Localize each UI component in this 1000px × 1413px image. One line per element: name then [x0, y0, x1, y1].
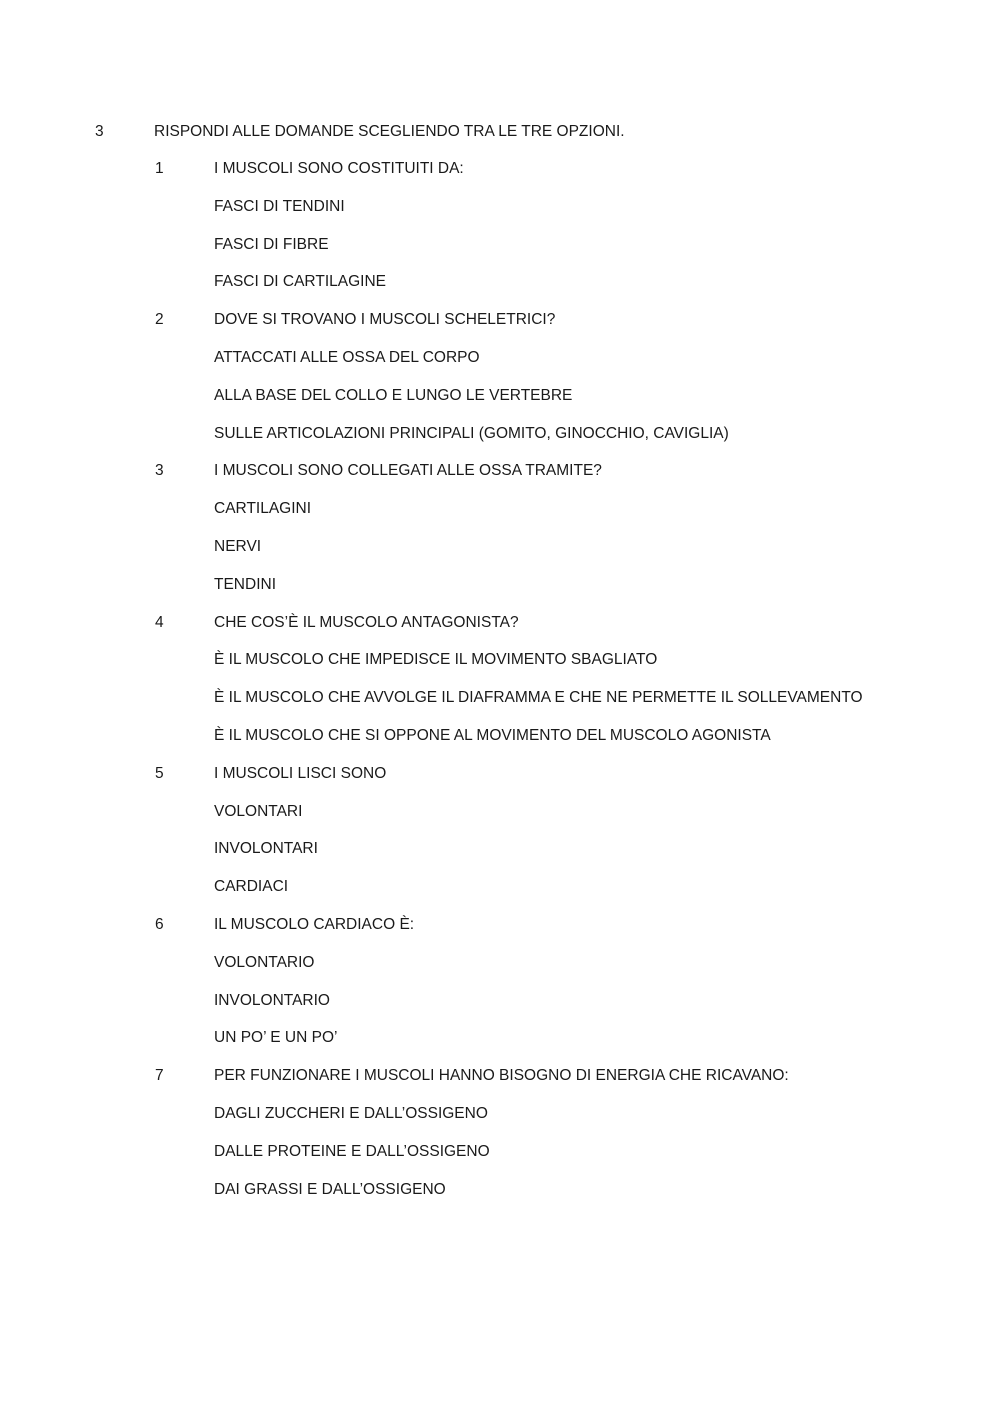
- answer-option[interactable]: [155, 649, 955, 687]
- question-7: [155, 1065, 955, 1216]
- answer-option[interactable]: [155, 385, 955, 423]
- question-number: 1: [155, 160, 164, 177]
- answer-option-text: ALLA BASE DEL COLLO E LUNGO LE VERTEBRE: [214, 386, 573, 404]
- question-text: IL MUSCOLO CARDIACO È:: [214, 915, 415, 933]
- question-line: [155, 158, 955, 196]
- answer-option-text: VOLONTARIO: [214, 953, 315, 971]
- answer-option-text: INVOLONTARI: [214, 840, 318, 858]
- question-line: [155, 914, 955, 952]
- exercise-header: [95, 121, 955, 143]
- question-6: [155, 914, 955, 1065]
- answer-option[interactable]: [155, 498, 955, 536]
- exercise-instruction: RISPONDI ALLE DOMANDE SCEGLIENDO TRA LE TRE OPZIONI.: [154, 123, 625, 140]
- answer-option-text: DALLE PROTEINE E DALL’OSSIGENO: [214, 1142, 490, 1160]
- question-number: 4: [155, 613, 164, 631]
- answer-option[interactable]: [155, 271, 955, 309]
- answer-option-text: È IL MUSCOLO CHE SI OPPONE AL MOVIMENTO DEL MUSCOLO AGONISTA: [214, 726, 771, 744]
- answer-option-text: ATTACCATI ALLE OSSA DEL CORPO: [214, 348, 480, 366]
- question-text: I MUSCOLI SONO COSTITUITI DA:: [214, 160, 464, 177]
- question-2: [155, 309, 955, 460]
- answer-option-text: NERVI: [214, 537, 262, 555]
- answer-option-text: È IL MUSCOLO CHE IMPEDISCE IL MOVIMENTO SBAGLIATO: [214, 651, 658, 669]
- answer-option-text: È IL MUSCOLO CHE AVVOLGE IL DIAFRAMMA E CHE NE PERMETTE IL SOLLEVAMENTO: [214, 689, 863, 707]
- question-3: [155, 460, 955, 611]
- answer-option[interactable]: [155, 1179, 955, 1217]
- answer-option-text: INVOLONTARIO: [214, 991, 330, 1009]
- question-line: [155, 460, 955, 498]
- question-line: [155, 612, 955, 650]
- question-1: [155, 158, 955, 309]
- answer-option-text: UN PO’ E UN PO’: [214, 1029, 338, 1047]
- answer-option-text: FASCI DI CARTILAGINE: [214, 273, 386, 291]
- question-number: 7: [155, 1067, 164, 1085]
- question-list: [155, 158, 955, 1216]
- answer-option-text: CARDIACI: [214, 878, 289, 896]
- answer-option-text: SULLE ARTICOLAZIONI PRINCIPALI (GOMITO, GINOCCHIO, CAVIGLIA): [214, 424, 729, 442]
- answer-option[interactable]: [155, 1103, 955, 1141]
- answer-option-text: FASCI DI FIBRE: [214, 235, 329, 253]
- answer-option-text: CARTILAGINI: [214, 500, 312, 518]
- answer-option-text: TENDINI: [214, 575, 276, 593]
- question-5: [155, 763, 955, 914]
- question-text: I MUSCOLI LISCI SONO: [214, 764, 387, 782]
- question-text: CHE COS’È IL MUSCOLO ANTAGONISTA?: [214, 613, 519, 631]
- answer-option-text: FASCI DI TENDINI: [214, 197, 345, 215]
- answer-option[interactable]: [155, 801, 955, 839]
- answer-option-text: DAI GRASSI E DALL’OSSIGENO: [214, 1180, 446, 1198]
- answer-option[interactable]: [155, 536, 955, 574]
- answer-option[interactable]: [155, 347, 955, 385]
- question-4: [155, 612, 955, 763]
- question-line: [155, 1065, 955, 1103]
- question-text: DOVE SI TROVANO I MUSCOLI SCHELETRICI?: [214, 311, 556, 329]
- answer-option[interactable]: [155, 196, 955, 234]
- answer-option[interactable]: [155, 725, 955, 763]
- question-text: I MUSCOLI SONO COLLEGATI ALLE OSSA TRAMITE?: [214, 462, 602, 480]
- answer-option[interactable]: [155, 876, 955, 914]
- answer-option[interactable]: [155, 990, 955, 1028]
- question-number: 6: [155, 915, 164, 933]
- answer-option[interactable]: [155, 687, 955, 725]
- answer-option[interactable]: [155, 423, 955, 461]
- question-number: 2: [155, 311, 164, 329]
- question-line: [155, 309, 955, 347]
- answer-option-text: DAGLI ZUCCHERI E DALL’OSSIGENO: [214, 1104, 488, 1122]
- answer-option-text: VOLONTARI: [214, 802, 303, 820]
- answer-option[interactable]: [155, 574, 955, 612]
- answer-option[interactable]: [155, 1027, 955, 1065]
- question-number: 5: [155, 764, 164, 782]
- exercise-number: 3: [95, 123, 104, 140]
- answer-option[interactable]: [155, 952, 955, 990]
- question-number: 3: [155, 462, 164, 480]
- answer-option[interactable]: [155, 1141, 955, 1179]
- question-line: [155, 763, 955, 801]
- answer-option[interactable]: [155, 234, 955, 272]
- question-text: PER FUNZIONARE I MUSCOLI HANNO BISOGNO DI ENERGIA CHE RICAVANO:: [214, 1067, 789, 1085]
- answer-option[interactable]: [155, 838, 955, 876]
